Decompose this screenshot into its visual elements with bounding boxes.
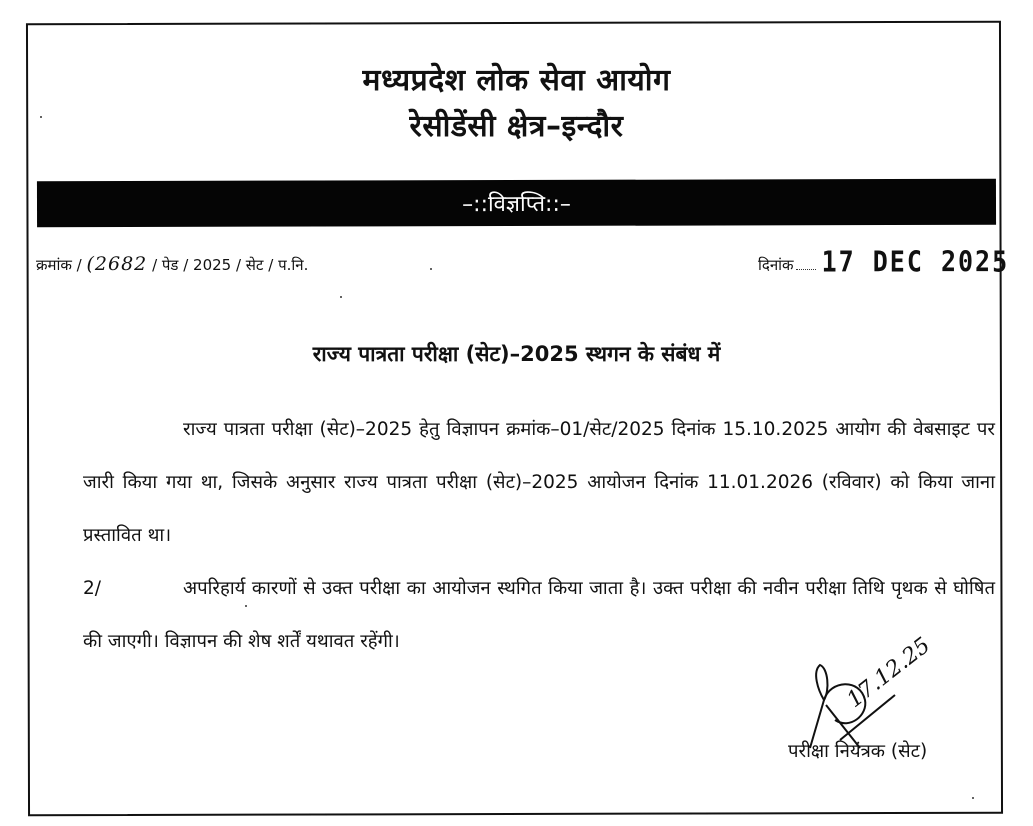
body-paragraph-1: राज्य पात्रता परीक्षा (सेट)–2025 हेतु विज्ञापन क्रमांक–01/सेट/2025 दिनांक 15.10.2025 आयोग की वेबसाइट पर जारी किया गया था, जिसके अनुसार राज्य पात्रता परीक्षा (सेट)–2025 आयोजन दिनांक 11.01.2026 (रविवार) को किया जाना प्रस्तावित था। (83, 419, 995, 546)
date-dotted-line (796, 269, 816, 270)
reference-suffix: / पेड / 2025 / सेट / प.नि. (152, 256, 309, 274)
body-paragraph-2 (83, 562, 995, 668)
organization-name: मध्यप्रदेश लोक सेवा आयोग (362, 63, 671, 98)
notice-banner-title: –::विज्ञप्ति::– (462, 191, 571, 218)
scan-speck (430, 268, 432, 270)
paragraph-number: 2/ (83, 578, 102, 599)
notice-subject: राज्य पात्रता परीक्षा (सेट)–2025 स्थगन के संबंध में (312, 342, 721, 366)
scan-speck (40, 116, 42, 118)
body-paragraph-2-text: अपरिहार्य कारणों से उक्त परीक्षा का आयोजन स्थगित किया जाता है। उक्त परीक्षा की नवीन परीक्षा तिथि पृथक से घोषित की जाएगी। विज्ञापन की शेष शर्तें यथावत रहेंगी। (83, 578, 995, 652)
organization-address: रेसीडेंसी क्षेत्र–इन्दौर (409, 109, 624, 144)
reference-handwritten-number: (2682 (86, 253, 148, 275)
signature-handwritten-date: 17.12.25 (842, 632, 936, 713)
notice-banner (37, 179, 996, 228)
reference-prefix: क्रमांक / (36, 256, 82, 274)
scan-speck (972, 797, 974, 799)
reference-number (36, 253, 308, 275)
date-label: दिनांक (758, 256, 794, 274)
date-stamp: 17 DEC 2025 (821, 244, 1010, 279)
issue-date (758, 244, 1010, 279)
scan-speck (340, 296, 342, 298)
signatory-designation: परीक्षा नियंत्रक (सेट) (788, 741, 928, 762)
scan-speck (245, 605, 247, 607)
